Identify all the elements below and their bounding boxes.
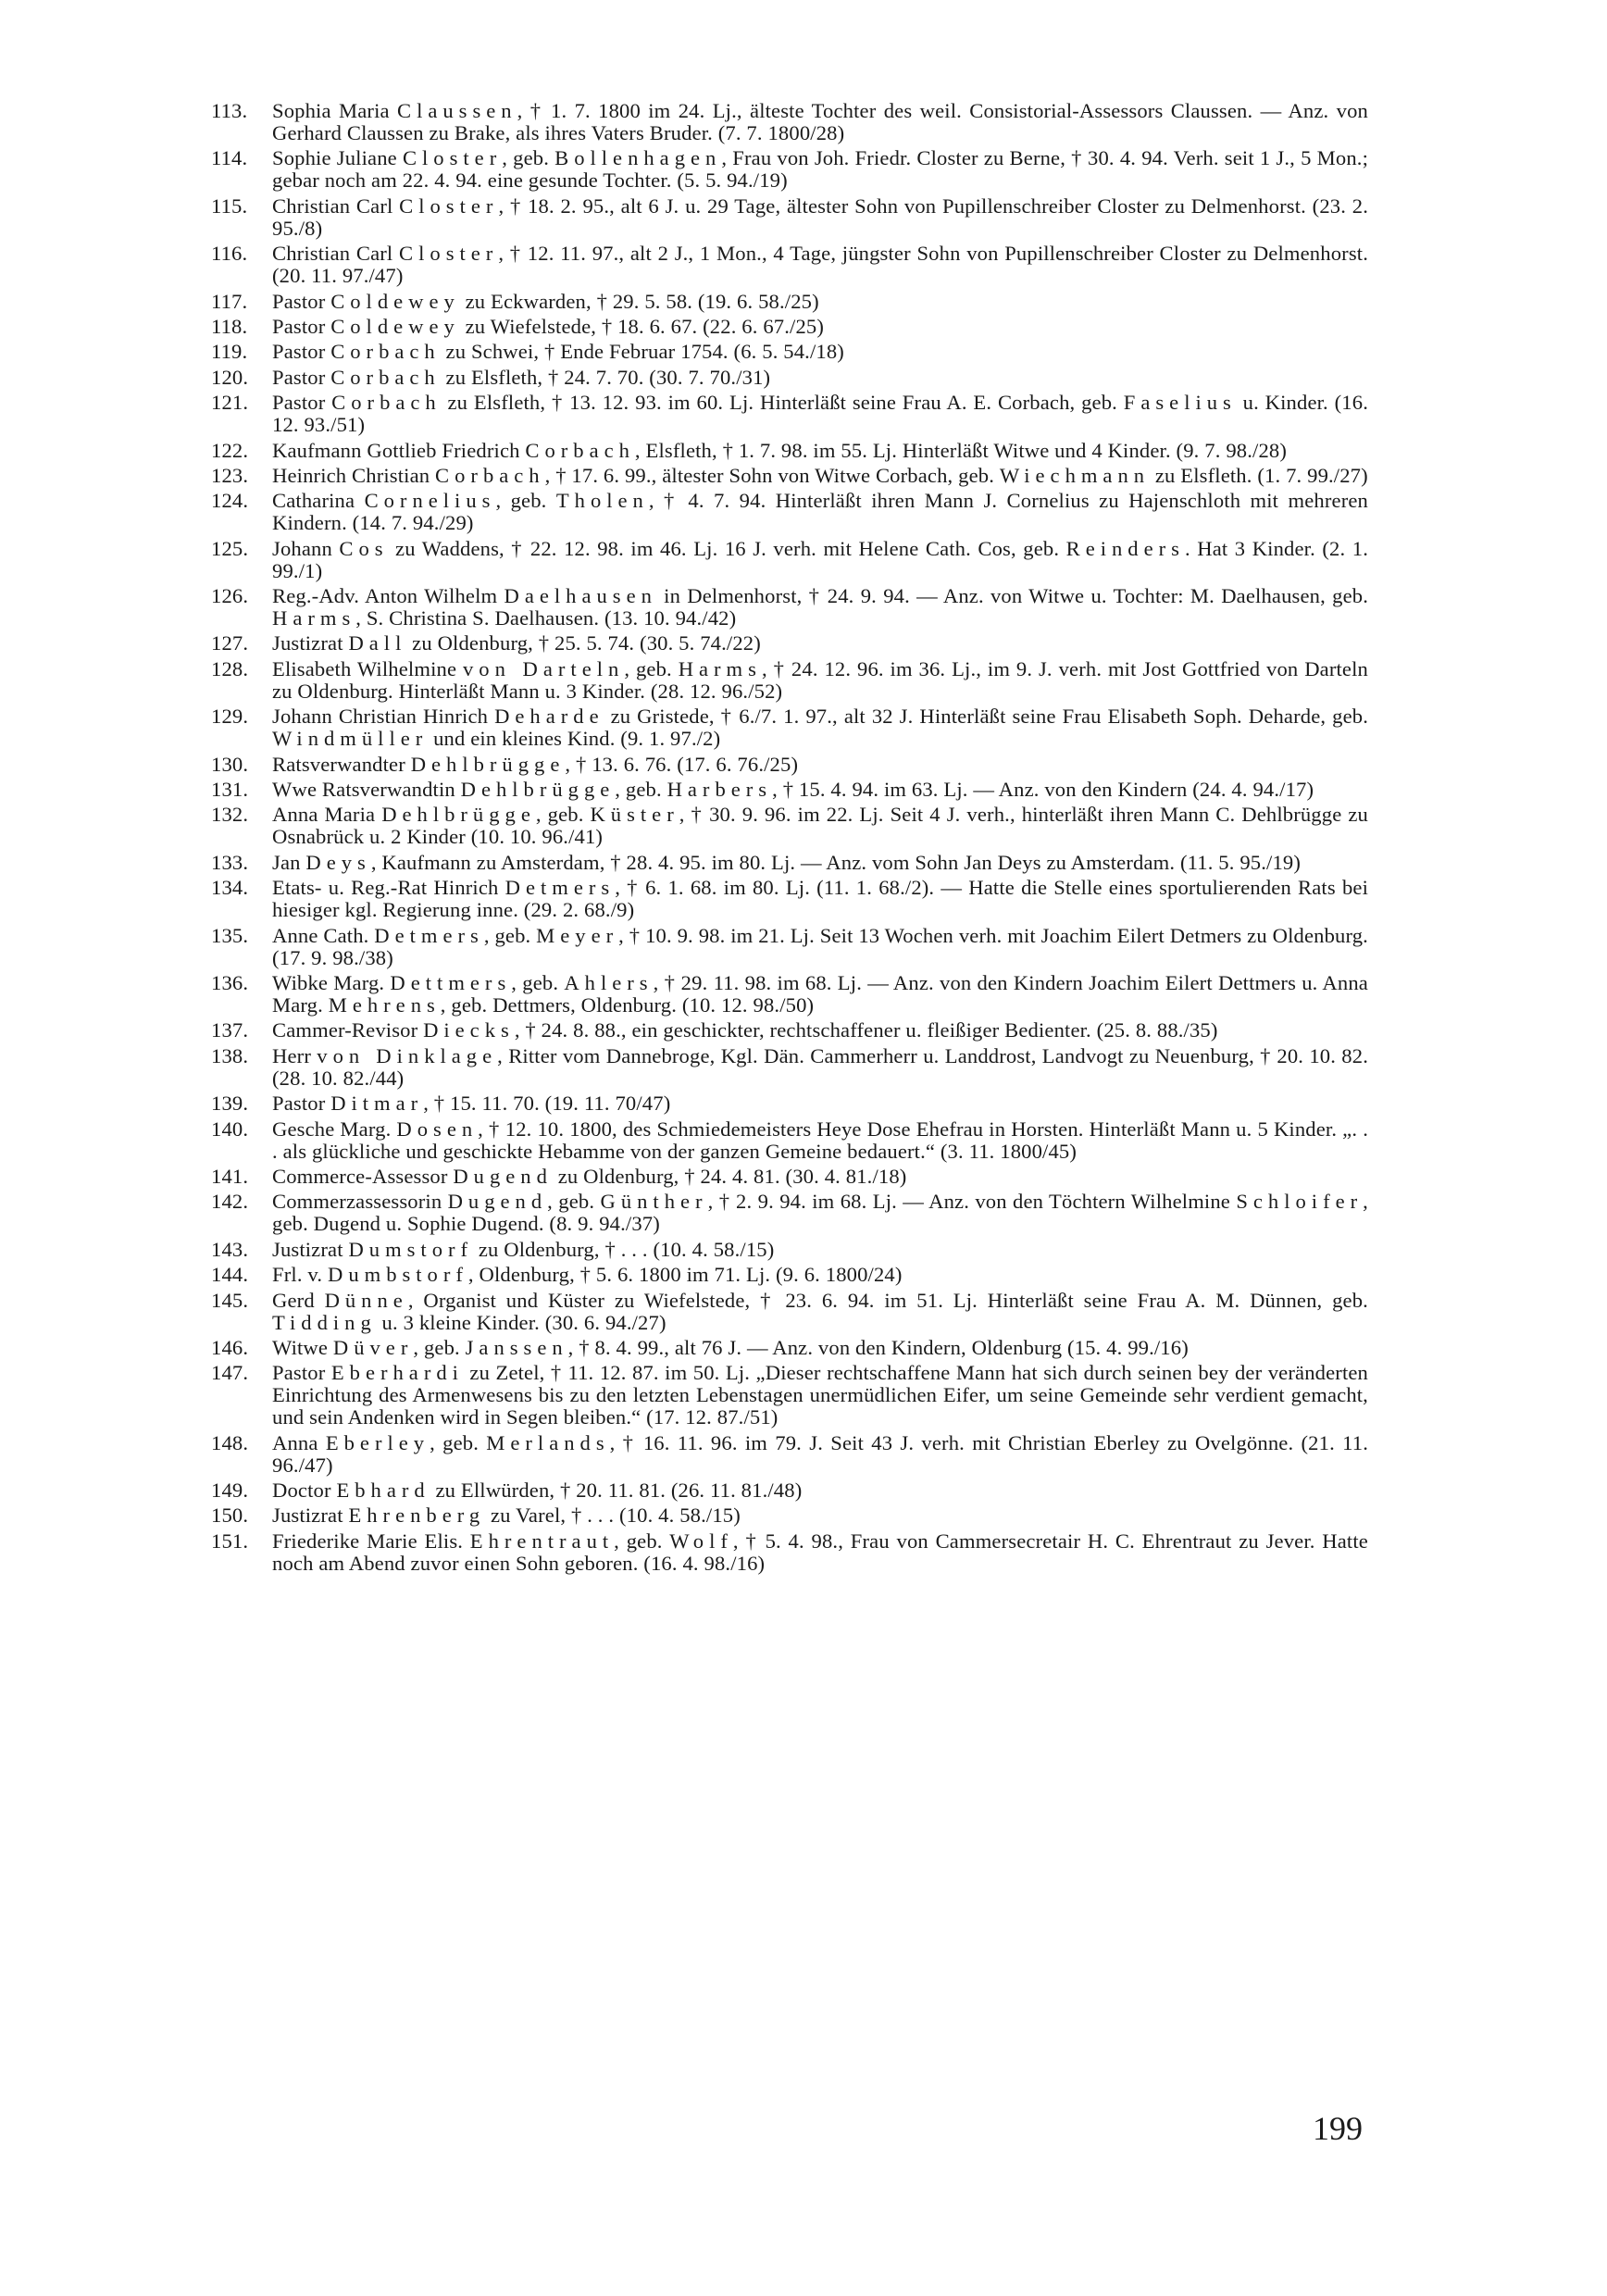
text-segment: , † 13. 6. 76. (17. 6. 76./25) xyxy=(565,752,799,776)
list-item xyxy=(211,804,1368,848)
text-segment: Christian Carl xyxy=(272,242,400,266)
list-item xyxy=(211,1432,1368,1477)
text-segment: , geb. xyxy=(624,656,679,680)
surname-spaced: Cos xyxy=(339,536,389,560)
text-segment: , † 24. 12. 96. im 36. Lj., im 9. J. verh. mit Jost Gottfried von Darteln zu Oldenburg. Hinterläßt Mann u. 3 Kinder. (28. 12. 96./52) xyxy=(272,656,1368,703)
surname-spaced: Ehrenberg xyxy=(348,1504,486,1528)
entry-text xyxy=(272,1530,1368,1575)
text-segment: Cammer-Revisor xyxy=(272,1018,424,1042)
list-item xyxy=(211,1504,1368,1527)
list-item xyxy=(211,1045,1368,1090)
text-segment: Pastor xyxy=(272,314,331,338)
entry-number: 127. xyxy=(211,631,249,655)
entry-text xyxy=(272,1166,1368,1188)
entry-text xyxy=(272,1092,1368,1115)
entry-number: 126. xyxy=(211,584,249,608)
surname-spaced: Wiechmann xyxy=(999,463,1151,487)
surname-spaced: Schloifer xyxy=(1236,1190,1364,1214)
surname-spaced: Ditmar xyxy=(330,1092,424,1116)
surname-spaced: Eberley xyxy=(325,1430,430,1454)
text-segment: zu Elsfleth. (1. 7. 99./27) xyxy=(1150,463,1368,487)
list-item xyxy=(211,316,1368,338)
entry-number: 149. xyxy=(211,1479,249,1503)
entry-number: 135. xyxy=(211,923,249,947)
text-segment: zu Gristede, † 6./7. 1. 97., alt 32 J. Hinterläßt seine Frau Elisabeth Soph. Deharde, geb. xyxy=(604,705,1369,729)
text-segment: Etats- u. Reg.-Rat Hinrich xyxy=(272,876,505,900)
text-segment: , geb. xyxy=(547,1190,601,1214)
list-item xyxy=(211,632,1368,655)
text-segment: , geb. xyxy=(535,803,591,827)
entry-text xyxy=(272,195,1368,240)
text-segment: Commerce-Assessor xyxy=(272,1164,454,1188)
list-item xyxy=(211,1362,1368,1429)
list-item xyxy=(211,852,1368,874)
text-segment: , † 30. 9. 96. im 22. Lj. Seit 4 J. verh., hinterläßt ihren Mann C. Dehlbrügge zu Osnabrück u. 2 Kinder (10. 10. 96./41) xyxy=(272,803,1368,849)
entry-text xyxy=(272,538,1368,582)
surname-spaced: Küster xyxy=(590,803,679,827)
text-segment: , geb. xyxy=(511,970,565,994)
text-segment: Johann Christian Hinrich xyxy=(272,705,495,729)
surname-spaced: Corbach xyxy=(330,365,441,389)
text-segment: zu Oldenburg, † 25. 5. 74. (30. 5. 74./22) xyxy=(406,631,761,655)
list-item xyxy=(211,925,1368,969)
list-item xyxy=(211,754,1368,776)
surname-spaced: Claussen xyxy=(397,99,517,122)
surname-spaced: Dosen xyxy=(396,1117,479,1141)
text-segment: , † 15. 11. 70. (19. 11. 70/47) xyxy=(423,1092,671,1116)
entry-number: 147. xyxy=(211,1361,249,1385)
entry-text xyxy=(272,367,1368,389)
text-segment: Wibke Marg. xyxy=(272,970,391,994)
surname-spaced: Tholen xyxy=(555,489,649,513)
surname-spaced: Dehlbrügge xyxy=(410,752,566,776)
entry-text xyxy=(272,658,1368,703)
text-segment: , † 4. 7. 94. Hinterläßt ihren Mann J. Cornelius zu Hajenschloth mit mehreren Kindern. (14. 7. 94./29) xyxy=(272,489,1368,535)
text-segment: , geb. xyxy=(413,1335,466,1359)
text-segment: Reg.-Adv. Anton Wilhelm xyxy=(272,584,505,608)
surname-spaced: Dumstorf xyxy=(348,1237,474,1261)
surname-spaced: Harms xyxy=(272,606,356,630)
surname-spaced: Detmers xyxy=(505,876,616,900)
surname-spaced: Ahlers xyxy=(564,970,654,994)
text-segment: Friederike Marie Elis. xyxy=(272,1529,470,1553)
entry-number: 137. xyxy=(211,1018,249,1042)
entry-number: 121. xyxy=(211,391,249,415)
entry-number: 138. xyxy=(211,1043,249,1067)
entry-text xyxy=(272,341,1368,363)
text-segment: , † 18. 2. 95., alt 6 J. u. 29 Tage, ältester Sohn von Pupillenschreiber Closter zu Delmenhorst. (23. 2. 95./8) xyxy=(272,193,1368,240)
list-item xyxy=(211,195,1368,240)
list-item xyxy=(211,243,1368,287)
entry-number: 136. xyxy=(211,970,249,994)
entry-number: 151. xyxy=(211,1529,249,1553)
text-segment: , † 15. 4. 94. im 63. Lj. — Anz. von den Kindern (24. 4. 94./17) xyxy=(772,778,1314,802)
surname-spaced: von Dinklage xyxy=(317,1043,498,1067)
text-segment: , Oldenburg, † 5. 6. 1800 im 71. Lj. (9. 6. 1800/24) xyxy=(467,1263,903,1287)
text-segment: zu Zetel, † 11. 12. 87. im 50. Lj. „Dieser rechtschaffene Mann hat sich durch seinen bey der veränderten Einrichtung des Armenwesens bis zu den letzten Lebenstagen unermüdlichen Eifer, um seine Gemeinde sehr verdient gemacht, und sein Andenken wird in Segen bleiben.“ (17. 12. 87./51) xyxy=(272,1361,1369,1429)
surname-spaced: Dugend xyxy=(453,1164,553,1188)
entry-text xyxy=(272,1118,1368,1163)
text-segment: , geb. xyxy=(502,146,555,170)
text-segment: Sophie Juliane xyxy=(272,146,403,170)
text-segment: Anna Maria xyxy=(272,803,382,827)
entry-text xyxy=(272,1019,1368,1042)
text-segment: Christian Carl xyxy=(272,193,400,218)
text-segment: Anna xyxy=(272,1430,326,1454)
entry-number: 131. xyxy=(211,778,249,802)
list-item xyxy=(211,705,1368,750)
entry-number: 129. xyxy=(211,705,249,729)
entry-text xyxy=(272,147,1368,192)
entry-text xyxy=(272,1504,1368,1527)
surname-spaced: Dehlbrügge xyxy=(381,803,536,827)
list-item xyxy=(211,1092,1368,1115)
entry-number: 134. xyxy=(211,876,249,900)
surname-spaced: Deharde xyxy=(494,705,604,729)
entry-text xyxy=(272,440,1368,462)
entry-number: 143. xyxy=(211,1237,249,1261)
entry-text xyxy=(272,972,1368,1017)
entry-text xyxy=(272,1337,1368,1359)
entry-number: 146. xyxy=(211,1335,249,1359)
entry-number: 117. xyxy=(211,289,248,313)
text-segment: Pastor xyxy=(272,391,332,415)
list-item xyxy=(211,1239,1368,1261)
list-item xyxy=(211,291,1368,313)
entry-text xyxy=(272,490,1368,534)
list-item xyxy=(211,147,1368,192)
list-item xyxy=(211,1019,1368,1042)
list-item xyxy=(211,1191,1368,1235)
entry-number: 116. xyxy=(211,242,248,266)
text-segment: Pastor xyxy=(272,1361,331,1385)
entry-text xyxy=(272,852,1368,874)
text-segment: , † 12. 11. 97., alt 2 J., 1 Mon., 4 Tage, jüngster Sohn von Pupillenschreiber Closter zu Delmenhorst. (20. 11. 97./47) xyxy=(272,242,1368,288)
text-segment: zu Oldenburg, † . . . (10. 4. 58./15) xyxy=(473,1237,775,1261)
list-item xyxy=(211,1264,1368,1286)
text-segment: in Delmenhorst, † 24. 9. 94. — Anz. von Witwe u. Tochter: M. Daelhausen, geb. xyxy=(656,584,1369,608)
list-item xyxy=(211,490,1368,534)
entry-number: 128. xyxy=(211,656,249,680)
surname-spaced: Dehlbrügge xyxy=(460,778,616,802)
text-segment: , † 24. 8. 88., ein geschickter, rechtschaffener u. fleißiger Bedienter. (25. 8. 88./35) xyxy=(514,1018,1218,1042)
text-segment: Frl. v. xyxy=(272,1263,328,1287)
text-segment: Johann xyxy=(272,536,340,560)
text-segment: zu Schwei, † Ende Februar 1754. (6. 5. 54./18) xyxy=(440,340,844,364)
text-segment: , † 2. 9. 94. im 68. Lj. — Anz. von den Töchtern Wilhelmine xyxy=(707,1190,1237,1214)
entry-text xyxy=(272,779,1368,801)
surname-spaced: Harms xyxy=(678,656,762,680)
entry-text xyxy=(272,465,1368,487)
surname-spaced: Closter xyxy=(402,146,503,170)
entry-text xyxy=(272,804,1368,848)
text-segment: Justizrat xyxy=(272,1237,349,1261)
text-segment: zu Elsfleth, † 24. 7. 70. (30. 7. 70./31) xyxy=(440,365,771,389)
entry-text xyxy=(272,1432,1368,1477)
text-segment: , † 10. 9. 98. im 21. Lj. Seit 13 Wochen verh. mit Joachim Eilert Detmers zu Oldenburg. (17. 9. 98./38) xyxy=(272,923,1368,969)
text-segment: Elisabeth Wilhelmine xyxy=(272,656,463,680)
entry-number: 122. xyxy=(211,438,249,462)
entry-number: 144. xyxy=(211,1263,249,1287)
surname-spaced: Dumbstorf xyxy=(328,1263,468,1287)
list-item xyxy=(211,341,1368,363)
text-segment: Pastor xyxy=(272,365,331,389)
text-segment: zu Eckwarden, † 29. 5. 58. (19. 6. 58./25) xyxy=(459,289,819,313)
text-segment: zu Elsfleth, † 13. 12. 93. im 60. Lj. Hinterläßt seine Frau A. E. Corbach, geb. xyxy=(441,391,1124,415)
text-segment: Herr xyxy=(272,1043,318,1067)
text-segment: Heinrich Christian xyxy=(272,463,436,487)
text-segment: , Frau von Joh. Friedr. Closter zu Berne, † 30. 4. 94. Verh. seit 1 J., 5 Mon.; gebar noch am 22. 4. 94. eine gesunde Tochter. (5. 5. 94./19) xyxy=(272,146,1368,193)
entry-text xyxy=(272,705,1368,750)
surname-spaced: Faselius xyxy=(1123,391,1237,415)
list-item xyxy=(211,658,1368,703)
text-segment: , geb. xyxy=(495,489,556,513)
text-segment: , † 1. 7. 1800 im 24. Lj., älteste Tochter des weil. Consistorial-Assessors Claussen. — Anz. von Gerhard Claussen zu Brake, als ihres Vaters Bruder. (7. 7. 1800/28) xyxy=(272,99,1368,144)
surname-spaced: Tidding xyxy=(272,1310,377,1334)
text-segment: , † 16. 11. 96. im 79. J. Seit 43 J. verh. mit Christian Eberley zu Ovelgönne. (21. 11. 96./47) xyxy=(272,1430,1368,1477)
entry-number: 125. xyxy=(211,536,249,560)
text-segment: , † 12. 10. 1800, des Schmiedemeisters Heye Dose Ehefrau in Horsten. Hinterläßt Mann u. 5 Kinder. „. . . als glückliche und geschickte Hebamme von der ganzen Gemeine bedauert.“ (3. 11. 1800/45) xyxy=(272,1117,1368,1163)
entry-number: 124. xyxy=(211,489,249,513)
surname-spaced: Closter xyxy=(399,242,499,266)
surname-spaced: Günther xyxy=(600,1190,708,1214)
entry-number: 139. xyxy=(211,1092,249,1116)
entry-text xyxy=(272,392,1368,436)
entry-number: 130. xyxy=(211,752,249,776)
list-item xyxy=(211,392,1368,436)
text-segment: Catharina xyxy=(272,489,365,513)
surname-spaced: Harbers xyxy=(666,778,773,802)
entry-number: 115. xyxy=(211,193,248,218)
list-item xyxy=(211,585,1368,630)
text-segment: . Hat 3 Kinder. (2. 1. 99./1) xyxy=(272,536,1368,582)
entry-text xyxy=(272,585,1368,630)
entry-number: 114. xyxy=(211,146,248,170)
entry-number: 133. xyxy=(211,850,249,874)
text-segment: Gesche Marg. xyxy=(272,1117,397,1141)
text-segment: Witwe xyxy=(272,1335,333,1359)
entry-text xyxy=(272,1191,1368,1235)
text-segment: , † 6. 1. 68. im 80. Lj. (11. 1. 68./2). — Hatte die Stelle eines sportulierenden Rats bei hiesiger kgl. Regierung inne. (29. 2. 68./9) xyxy=(272,876,1368,922)
entry-text xyxy=(272,1264,1368,1286)
text-segment: , geb. xyxy=(483,923,537,947)
text-segment: , Elsfleth, † 1. 7. 98. im 55. Lj. Hinterläßt Witwe und 4 Kinder. (9. 7. 98./28) xyxy=(634,438,1288,462)
entry-text xyxy=(272,243,1368,287)
entry-number: 141. xyxy=(211,1164,249,1188)
entry-text xyxy=(272,1362,1368,1429)
surname-spaced: Coldewey xyxy=(330,314,460,338)
list-item xyxy=(211,1290,1368,1334)
surname-spaced: Corbach xyxy=(330,340,441,364)
entry-number: 113. xyxy=(211,99,248,122)
text-segment: , † 17. 6. 99., ältester Sohn von Witwe Corbach, geb. xyxy=(544,463,1000,487)
list-item xyxy=(211,1166,1368,1188)
entry-text xyxy=(272,316,1368,338)
list-item xyxy=(211,538,1368,582)
list-item xyxy=(211,972,1368,1017)
text-segment: , Organist und Küster zu Wiefelstede, † 23. 6. 94. im 51. Lj. Hinterläßt seine Frau A. M. Dünnen, geb. xyxy=(407,1288,1368,1312)
entry-text xyxy=(272,291,1368,313)
text-segment: Justizrat xyxy=(272,631,349,655)
entry-number: 132. xyxy=(211,803,249,827)
text-segment: Justizrat xyxy=(272,1504,349,1528)
list-item xyxy=(211,1337,1368,1359)
list-item xyxy=(211,1479,1368,1502)
list-item xyxy=(211,465,1368,487)
surname-spaced: Wolf xyxy=(669,1529,733,1553)
entry-number: 148. xyxy=(211,1430,249,1454)
surname-spaced: Dünne xyxy=(324,1288,408,1312)
surname-spaced: Bollenhagen xyxy=(554,146,722,170)
text-segment: , † 8. 4. 99., alt 76 J. — Anz. von den Kindern, Oldenburg (15. 4. 99./16) xyxy=(567,1335,1189,1359)
text-segment: Anne Cath. xyxy=(272,923,375,947)
list-item xyxy=(211,367,1368,389)
text-segment: , geb. xyxy=(615,778,667,802)
surname-spaced: Dettmers xyxy=(390,970,512,994)
surname-spaced: Janssen xyxy=(465,1335,568,1359)
surname-spaced: Coldewey xyxy=(330,289,460,313)
surname-spaced: Ehrentraut xyxy=(469,1529,615,1553)
list-item xyxy=(211,440,1368,462)
surname-spaced: von Darteln xyxy=(462,656,625,680)
text-segment: zu Wiefelstede, † 18. 6. 67. (22. 6. 67./25) xyxy=(459,314,825,338)
list-item xyxy=(211,1118,1368,1163)
text-segment: Sophia Maria xyxy=(272,99,397,122)
text-segment: Ratsverwandter xyxy=(272,752,411,776)
entry-number: 118. xyxy=(211,314,248,338)
list-item xyxy=(211,1530,1368,1575)
text-segment: , Kaufmann zu Amsterdam, † 28. 4. 95. im 80. Lj. — Anz. vom Sohn Jan Deys zu Amsterdam. (11. 5. 95./19) xyxy=(370,850,1302,874)
entry-text xyxy=(272,754,1368,776)
text-segment: u. Kinder. (16. 12. 93./51) xyxy=(272,391,1368,437)
surname-spaced: Windmüller xyxy=(272,727,429,751)
entry-number: 120. xyxy=(211,365,249,389)
surname-spaced: Ebhard xyxy=(336,1479,430,1503)
text-segment: Gerd xyxy=(272,1288,325,1312)
text-segment: Kaufmann Gottlieb Friedrich xyxy=(272,438,526,462)
text-segment: , Ritter vom Dannebroge, Kgl. Dän. Cammerherr u. Landdrost, Landvogt zu Neuenburg, † 20. 10. 82. (28. 10. 82./44) xyxy=(272,1043,1368,1090)
text-segment: Commerzassessorin xyxy=(272,1190,448,1214)
text-segment: , † 5. 4. 98., Frau von Cammersecretair H. C. Ehrentraut zu Jever. Hatte noch am Abend zuvor einen Sohn geboren. (16. 4. 98./16) xyxy=(272,1529,1368,1575)
list-item xyxy=(211,100,1368,144)
entry-number: 140. xyxy=(211,1117,249,1141)
text-segment: zu Oldenburg, † 24. 4. 81. (30. 4. 81./18) xyxy=(552,1164,907,1188)
text-segment: , geb. xyxy=(614,1529,670,1553)
entry-number: 142. xyxy=(211,1190,249,1214)
surname-spaced: Diecks xyxy=(423,1018,515,1042)
text-segment: , geb. xyxy=(430,1430,487,1454)
surname-spaced: Corbach xyxy=(435,463,545,487)
entry-text xyxy=(272,925,1368,969)
surname-spaced: Eberhardi xyxy=(330,1361,464,1385)
text-segment: zu Ellwürden, † 20. 11. 81. (26. 11. 81./48) xyxy=(430,1479,803,1503)
surname-spaced: Merlands xyxy=(486,1430,610,1454)
entry-text xyxy=(272,632,1368,655)
text-segment: Doctor xyxy=(272,1479,337,1503)
entry-text xyxy=(272,100,1368,144)
text-segment: zu Varel, † . . . (10. 4. 58./15) xyxy=(485,1504,741,1528)
surname-spaced: Mehrens xyxy=(328,992,441,1017)
text-segment: Pastor xyxy=(272,1092,331,1116)
text-segment: u. 3 kleine Kinder. (30. 6. 94./27) xyxy=(376,1310,666,1334)
text-segment: Jan xyxy=(272,850,306,874)
surname-spaced: Daelhausen xyxy=(504,584,657,608)
text-segment: , geb. Dettmers, Oldenburg. (10. 12. 98./50) xyxy=(440,992,815,1017)
text-segment: und ein kleines Kind. (9. 1. 97./2) xyxy=(428,727,721,751)
surname-spaced: Dall xyxy=(348,631,407,655)
list-item xyxy=(211,779,1368,801)
entry-text xyxy=(272,1479,1368,1502)
obituary-entries-list xyxy=(211,100,1368,1578)
entry-text xyxy=(272,1045,1368,1090)
text-segment: , † 29. 11. 98. im 68. Lj. — Anz. von den Kindern Joachim Eilert Dettmers u. Anna Marg. xyxy=(272,970,1368,1017)
surname-spaced: Detmers xyxy=(374,923,484,947)
surname-spaced: Meyer xyxy=(536,923,619,947)
entry-number: 145. xyxy=(211,1288,249,1312)
entry-number: 123. xyxy=(211,463,249,487)
text-segment: Wwe Ratsverwandtin xyxy=(272,778,461,802)
text-segment: zu Waddens, † 22. 12. 98. im 46. Lj. 16 J. verh. mit Helene Cath. Cos, geb. xyxy=(388,536,1066,560)
entry-text xyxy=(272,877,1368,921)
text-segment: , geb. Dugend u. Sophie Dugend. (8. 9. 94./37) xyxy=(272,1190,1368,1236)
surname-spaced: Closter xyxy=(399,193,499,218)
surname-spaced: Corbach xyxy=(331,391,442,415)
page-number: 199 xyxy=(1313,2110,1363,2147)
list-item xyxy=(211,877,1368,921)
text-segment: Pastor xyxy=(272,340,331,364)
entry-text xyxy=(272,1239,1368,1261)
surname-spaced: Deys xyxy=(305,850,371,874)
surname-spaced: Corbach xyxy=(525,438,635,462)
entry-text xyxy=(272,1290,1368,1334)
surname-spaced: Dugend xyxy=(447,1190,548,1214)
entry-number: 119. xyxy=(211,340,248,364)
entry-number: 150. xyxy=(211,1504,249,1528)
surname-spaced: Cornelius xyxy=(364,489,496,513)
surname-spaced: Reinders xyxy=(1065,536,1185,560)
text-segment: Pastor xyxy=(272,289,331,313)
surname-spaced: Düver xyxy=(332,1335,414,1359)
text-segment: , S. Christina S. Daelhausen. (13. 10. 94./42) xyxy=(355,606,737,630)
